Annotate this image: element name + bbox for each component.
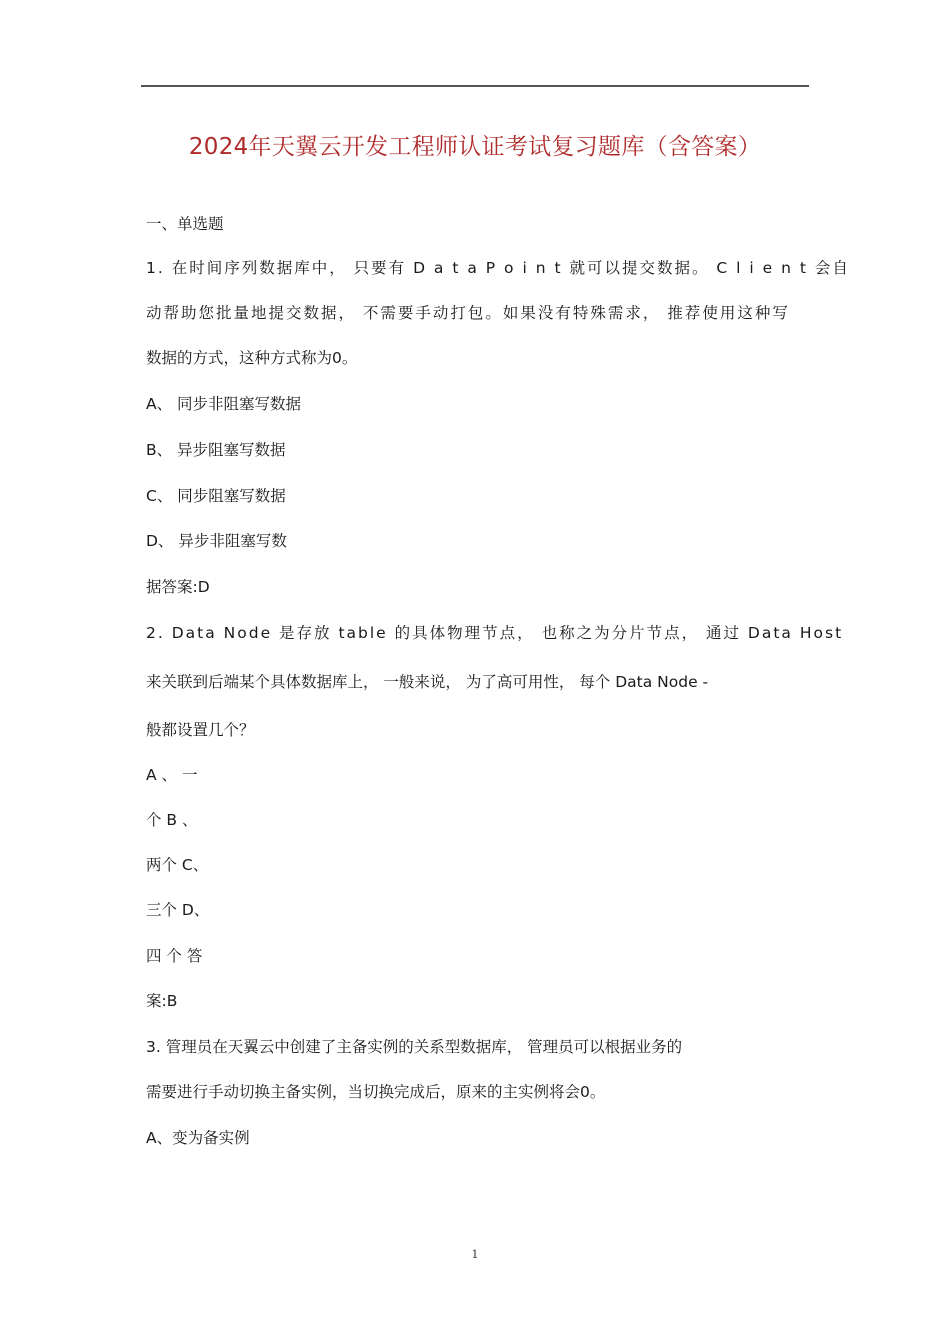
question-2-option-line-4: 三个 D、 xyxy=(146,901,210,919)
question-3-option-a: A、变为备实例 xyxy=(146,1129,250,1147)
question-1-option-a: A、 同步非阻塞写数据 xyxy=(146,395,302,413)
question-2-option-line-1: A 、 一 xyxy=(146,766,198,784)
question-1-option-d: D、 异步非阻塞写数 xyxy=(146,532,287,550)
document-title: 2024年天翼云开发工程师认证考试复习题库（含答案） xyxy=(188,134,762,160)
question-2-option-line-3: 两个 C、 xyxy=(146,856,209,874)
header-rule xyxy=(141,85,809,87)
section-heading: 一、单选题 xyxy=(146,215,224,233)
question-1-option-c: C、 同步阻塞写数据 xyxy=(146,487,286,505)
question-1-text-line-2: 动帮助您批量地提交数据， 不需要手动打包。如果没有特殊需求， 推荐使用这种写 xyxy=(146,304,790,322)
question-1-option-b: B、 异步阻塞写数据 xyxy=(146,441,286,459)
question-2-text-line-2: 来关联到后端某个具体数据库上， 一般来说， 为了高可用性， 每个 Data Node - xyxy=(146,673,709,691)
question-2-answer: 案:B xyxy=(146,992,178,1010)
question-2-option-line-2: 个 B 、 xyxy=(146,811,198,829)
question-2-text-line-1: 2. Data Node 是存放 table 的具体物理节点， 也称之为分片节点， 通过 Data Host xyxy=(146,624,844,642)
question-3-text-line-2: 需要进行手动切换主备实例，当切换完成后，原来的主实例将会0。 xyxy=(146,1083,606,1101)
question-1-text-line-3: 数据的方式，这种方式称为0。 xyxy=(146,349,358,367)
question-1-answer: 据答案:D xyxy=(146,578,210,596)
question-1-text-line-1: 1. 在时间序列数据库中， 只要有 D a t a P o i n t 就可以提交数据。 C l i e n t 会自 xyxy=(146,259,850,277)
question-3-text-line-1: 3. 管理员在天翼云中创建了主备实例的关系型数据库， 管理员可以根据业务的 xyxy=(146,1038,683,1056)
page-number: 1 xyxy=(471,1248,479,1261)
question-2-option-line-5: 四 个 答 xyxy=(146,947,203,965)
question-2-text-line-3: 般都设置几个？ xyxy=(146,721,255,739)
